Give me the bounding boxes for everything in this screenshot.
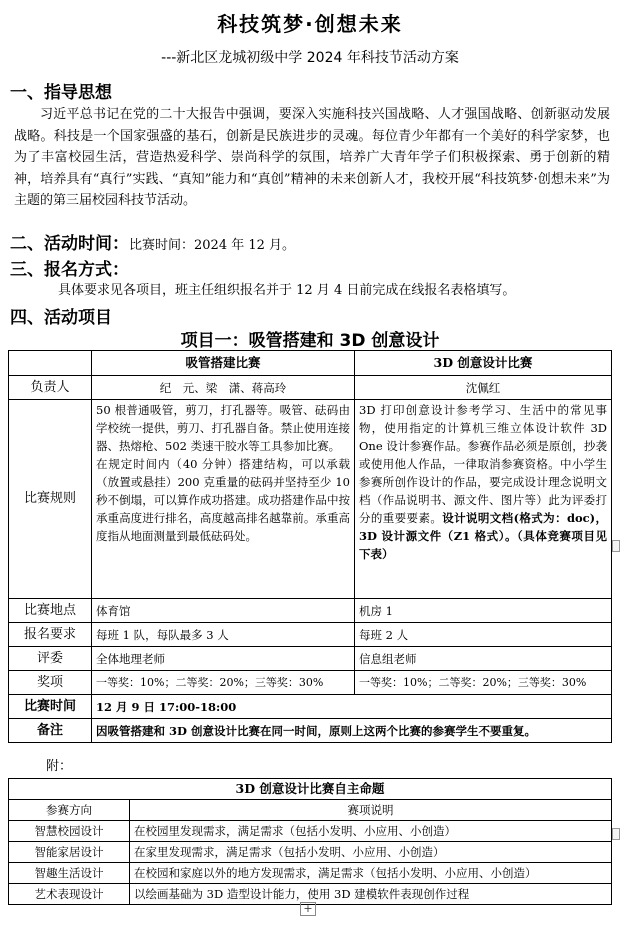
cell-judges-3d: 信息组老师: [355, 647, 612, 671]
cell-rules-straw: [92, 400, 355, 599]
table-row: [9, 821, 612, 842]
cell-rules-3d: [355, 400, 612, 599]
section-heading-registration: 三、报名方式：: [10, 260, 129, 280]
project-table: [8, 350, 612, 743]
section-heading-guiding-thought: 一、指导思想: [10, 83, 112, 103]
section-heading-activities: 四、活动项目: [10, 308, 112, 328]
theme-direction: 智能家居设计: [9, 842, 130, 863]
table-row: [9, 842, 612, 863]
cell-venue-straw: 体育馆: [92, 599, 355, 623]
theme-table-caption-row: [9, 779, 612, 800]
row-label-owner: 负责人: [9, 376, 92, 400]
section-heading-activity-time: [10, 229, 295, 254]
resize-handle-icon[interactable]: [612, 828, 620, 840]
rules-3d-description: 3D 打印创意设计参考学习、生活中的常见事物，使用指定的计算机三维立体设计软件 3D One 设计参赛作品。参赛作品必须是原创，抄袭或使用他人作品，一律取消参赛资格。中小学生参赛所创作设计的作品，要完成设计理念说明文档（作品说明书、源文件、图片等）此为评委打分的重要要素。: [359, 403, 607, 525]
row-label-note: 备注: [9, 719, 92, 743]
table-row: [9, 719, 612, 743]
rules-straw-materials: 50 根普通吸管，剪刀，打孔器等。吸管、砝码由学校统一提供，剪刀、打孔器自备。禁止使用连接器、热熔枪、502 类速干胶水等工具参加比赛。: [96, 403, 350, 453]
row-label-rules: 比赛规则: [9, 400, 92, 599]
table-row: [9, 863, 612, 884]
column-header-direction: 参赛方向: [9, 800, 130, 821]
add-row-button[interactable]: [300, 902, 316, 916]
theme-description: 在校园里发现需求，满足需求（包括小发明、小应用、小创造）: [130, 821, 612, 842]
theme-table-header-row: [9, 800, 612, 821]
document-title: 科技筑梦·创想未来: [217, 12, 403, 36]
cell-judges-straw: 全体地理老师: [92, 647, 355, 671]
cell-venue-3d: 机房 1: [355, 599, 612, 623]
activity-time-heading: 二、活动时间：: [10, 234, 129, 254]
theme-direction: 智慧校园设计: [9, 821, 130, 842]
table-header-row: [9, 351, 612, 376]
cell-note-value: 因吸管搭建和 3D 创意设计比赛在同一时间，原则上这两个比赛的参赛学生不要重复。: [92, 719, 612, 743]
table-row: [9, 695, 612, 719]
table-row: [9, 400, 612, 599]
project-title: 项目一：吸管搭建和 3D 创意设计: [180, 331, 440, 351]
column-header-description: 赛项说明: [130, 800, 612, 821]
table-row: [9, 376, 612, 400]
cell-owner-3d: 沈佩红: [355, 376, 612, 400]
attachment-label: 附：: [46, 759, 73, 774]
resize-handle-icon[interactable]: [612, 540, 620, 552]
table-row: [9, 647, 612, 671]
cell-awards-straw: 一等奖：10%；二等奖：20%；三等奖：30%: [92, 671, 355, 695]
theme-direction: 艺术表现设计: [9, 884, 130, 905]
rules-3d-deliverables: 设计说明文档(格式为：doc)，3D 设计源文件（Z1 格式）。（具体竞赛项目见下表）: [359, 511, 607, 561]
theme-table-caption: 3D 创意设计比赛自主命题: [9, 779, 612, 800]
column-header-straw: 吸管搭建比赛: [92, 351, 355, 376]
theme-table: [8, 778, 612, 905]
theme-direction: 智趣生活设计: [9, 863, 130, 884]
table-corner-cell: [9, 351, 92, 376]
column-header-3d: 3D 创意设计比赛: [355, 351, 612, 376]
row-label-time: 比赛时间: [9, 695, 92, 719]
cell-signup-straw: 每班 1 队，每队最多 3 人: [92, 623, 355, 647]
rules-straw-procedure: 在规定时间内（40 分钟）搭建结构，可以承载（放置或悬挂）200 克重量的砝码并坚持至少 10 秒不倒塌，可以算作成功搭建。成功搭建作品中按承重高度进行排名，高度越高排名越靠前。承重高度指从地面测量到最低砝码处。: [96, 457, 350, 543]
document-subtitle: ---新北区龙城初级中学 2024 年科技节活动方案: [161, 50, 459, 66]
theme-description: 在家里发现需求，满足需求（包括小发明、小应用、小创造）: [130, 842, 612, 863]
cell-signup-3d: 每班 2 人: [355, 623, 612, 647]
table-row: [9, 599, 612, 623]
cell-owner-straw: 纪 元、梁 潇、蒋高玲: [92, 376, 355, 400]
plus-icon: +: [303, 902, 313, 915]
table-row: [9, 623, 612, 647]
row-label-awards: 奖项: [9, 671, 92, 695]
row-label-judges: 评委: [9, 647, 92, 671]
cell-awards-3d: 一等奖：10%；二等奖：20%；三等奖：30%: [355, 671, 612, 695]
activity-time-value: 比赛时间：2024 年 12 月。: [129, 238, 296, 253]
row-label-signup: 报名要求: [9, 623, 92, 647]
row-label-venue: 比赛地点: [9, 599, 92, 623]
theme-description: 在校园和家庭以外的地方发现需求，满足需求（包括小发明、小应用、小创造）: [130, 863, 612, 884]
theme-description: 以绘画基础为 3D 造型设计能力，使用 3D 建模软件表现创作过程: [130, 884, 612, 905]
table-row: [9, 671, 612, 695]
cell-time-value: 12 月 9 日 17:00-18:00: [92, 695, 612, 719]
section-body-registration: 具体要求见各项目，班主任组织报名并于 12 月 4 日前完成在线报名表格填写。: [58, 283, 516, 298]
section-body-guiding-thought: 习近平总书记在党的二十大报告中强调，要深入实施科技兴国战略、人才强国战略、创新驱动发展战略。科技是一个国家强盛的基石，创新是民族进步的灵魂。每位青少年都有一个美好的科学家梦，也为了丰富校园生活，营造热爱科学、崇尚科学的氛围，培养广大青年学子们积极探索、勇于创新的精神，培养具有“真行”实践、“真知”能力和“真创”精神的未来创新人才，我校开展“科技筑梦·创想未来”为主题的第三届校园科技节活动。: [14, 107, 610, 208]
